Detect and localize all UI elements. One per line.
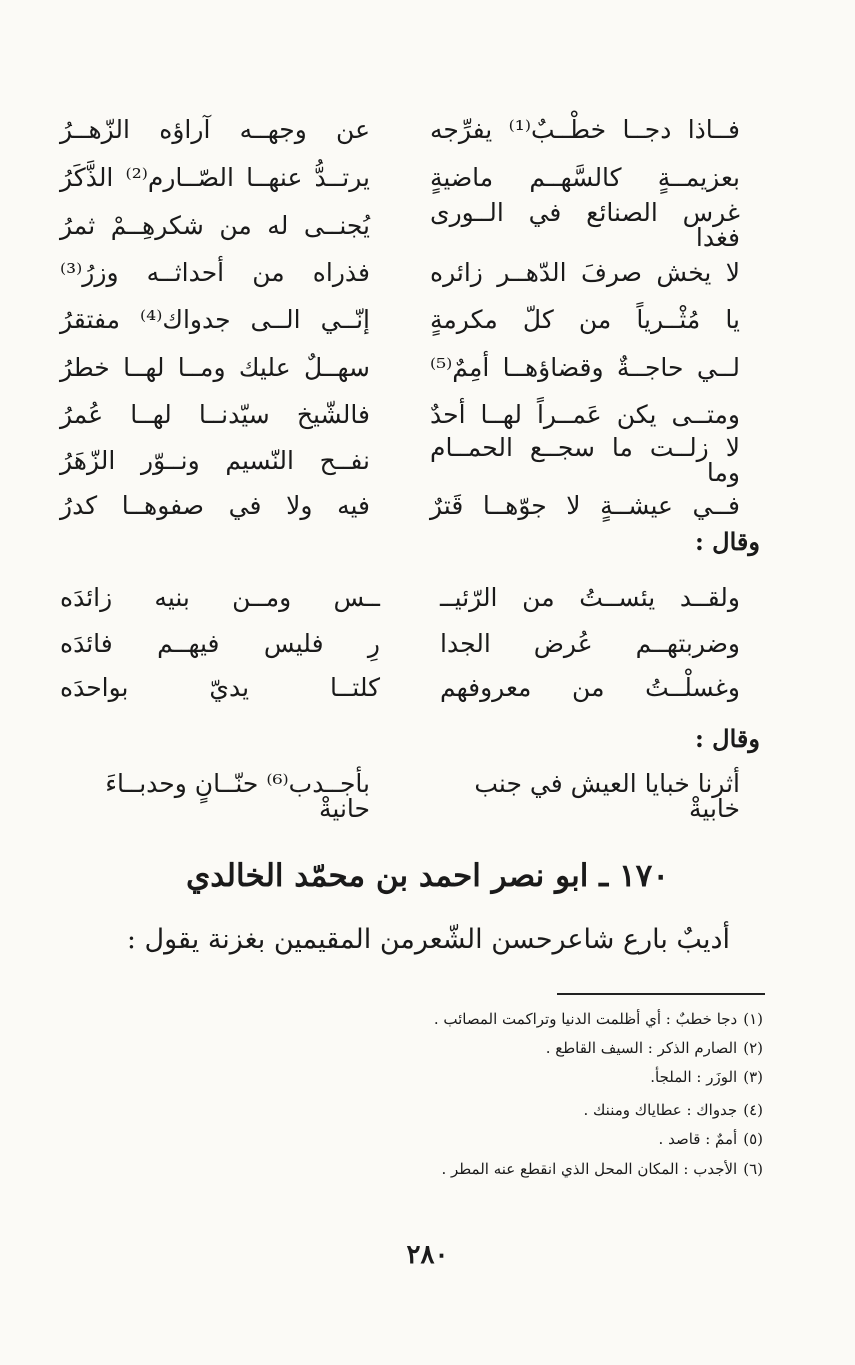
second-hemistich: فيه ولا في صفوهــا كدرُ	[60, 490, 370, 520]
first-hemistich: لا يخش صرفَ الدّهــر زائره	[430, 257, 740, 287]
second-hemistich: يُجنــى له من شكرهِــمْ ثمرُ	[60, 210, 370, 240]
first-hemistich: يا مُثْــرياً من كلّ مكرمةٍ	[430, 304, 740, 334]
footnote-number: (١)	[743, 1010, 763, 1028]
second-hemistich: عن وجهــه آراؤه الزّهــرُ	[60, 114, 370, 144]
verse-line	[60, 663, 740, 711]
footnote	[650, 1070, 763, 1085]
footnote-text: دجا خطبٌ : أي أظلمت الدنيا وتراكمت المصائب .	[433, 1010, 738, 1028]
second-hemistich: سهــلٌ عليك ومــا لهــا خطرُ	[60, 352, 370, 382]
footnote	[583, 1103, 763, 1118]
page-number: ٢٨٠	[406, 1240, 449, 1270]
verse-line	[60, 248, 740, 296]
second-hemistich: كلتــا يديّ بواحدَه	[60, 672, 380, 702]
footnote-text: الأجدب : المكان المحل الذي انقطع عنه المطر .	[441, 1160, 738, 1178]
first-hemistich: لــي حاجــةٌ وقضاؤهــا أمِمٌ⁽⁵⁾	[430, 352, 740, 382]
footnote	[546, 1041, 763, 1056]
wa-qala-label: وقال :	[694, 724, 760, 753]
second-hemistich: نفــح النّسيم ونــوّر الزّهَرُ	[60, 445, 370, 475]
footnote-divider	[557, 993, 765, 995]
verse-line	[60, 343, 740, 391]
second-hemistich: يرتــدُّ عنهــا الصّــارم⁽²⁾ الذَّكَرُ	[60, 162, 371, 192]
first-hemistich: وغسلْــتُ من معروفهم	[440, 672, 740, 702]
wa-qala-label: وقال :	[694, 527, 760, 556]
footnote-text: أممٌ : قاصد .	[658, 1130, 738, 1148]
verse-line	[60, 153, 740, 201]
second-hemistich: فالشّيخ سيّدنــا لهــا عُمرُ	[60, 399, 370, 429]
first-hemistich: ومتــى يكن عَمــراً لهــا أحدٌ	[430, 399, 740, 429]
footnote-number: (٢)	[743, 1039, 763, 1057]
verse-line	[60, 481, 740, 529]
footnote	[441, 1162, 763, 1177]
section-heading: ١٧٠ ـ ابو نصر احمد بن محمّد الخالدي	[186, 858, 669, 894]
second-hemistich: ــس ومــن بنيه زائدَه	[60, 582, 380, 612]
verse-line	[60, 433, 740, 487]
footnote-number: (٦)	[743, 1160, 763, 1178]
first-hemistich: غرس الصنائع في الــورى فغدا	[430, 198, 740, 252]
first-hemistich: فــي عيشــةٍ لا جوّهــا قَترٌ	[430, 490, 740, 520]
verse-line	[60, 390, 740, 438]
verse-line	[60, 295, 740, 343]
footnote-text: جدواك : عطاياك ومننك .	[583, 1101, 738, 1119]
footnote-text: الوزَر : الملجأ.	[650, 1068, 738, 1086]
first-hemistich: أثرنا خبايا العيش في جنب خابيةْ	[474, 769, 740, 823]
footnote-number: (٣)	[743, 1068, 763, 1086]
first-hemistich: وضربتهــم عُرض الجدا	[440, 628, 740, 658]
second-hemistich: إنّــي الــى جدواك⁽⁴⁾ مفتقرُ	[60, 304, 370, 334]
verse-line	[60, 769, 740, 823]
verse-line	[60, 573, 740, 621]
second-hemistich: بأجــدب⁽⁶⁾ حنّــانٍ وحدبــاءَ حانيةْ	[105, 769, 370, 823]
verse-line	[60, 619, 740, 667]
footnote-text: الصارم الذكر : السيف القاطع .	[545, 1039, 738, 1057]
second-hemistich: رِ فليس فيهــم فائدَه	[60, 628, 380, 658]
first-hemistich: ولقــد يئســتُ من الرّئيــ	[440, 582, 740, 612]
footnote	[659, 1132, 763, 1147]
footnote	[434, 1012, 763, 1027]
intro-text: أديبٌ بارع شاعرحسن الشّعرمن المقيمين بغزنة يقول :	[126, 924, 730, 955]
footnote-number: (٥)	[743, 1130, 763, 1148]
first-hemistich: بعزيمــةٍ كالسَّهــم ماضيةٍ	[430, 162, 740, 192]
first-hemistich: فــاذا دجــا خطْــبٌ⁽¹⁾ يفرِّجه	[430, 114, 741, 144]
footnote-number: (٤)	[743, 1101, 763, 1119]
second-hemistich: فذراه من أحداثــه وزرُ⁽³⁾	[60, 257, 370, 287]
verse-line	[60, 198, 740, 252]
first-hemistich: لا زلــت ما سجــع الحمــام وما	[430, 433, 740, 487]
verse-line	[60, 105, 740, 153]
